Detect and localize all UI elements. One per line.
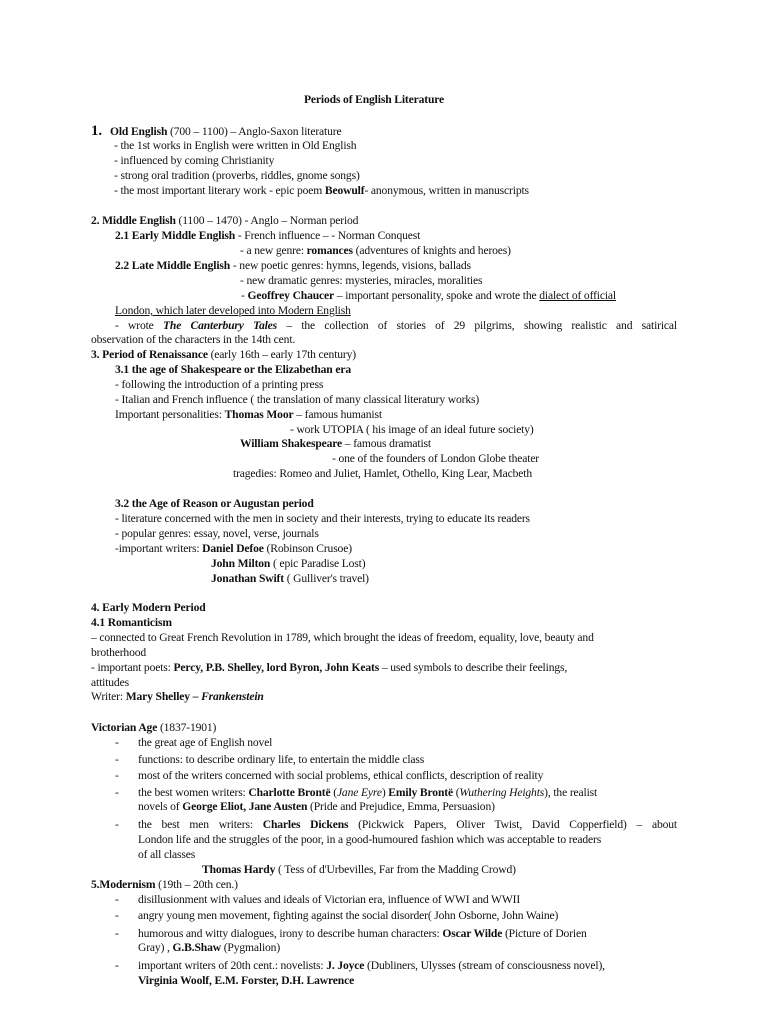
text-line: - Geoffrey Chaucer – important personality, spoke and wrote the dialect of official: [241, 289, 617, 302]
text-line: Important personalities: Thomas Moor – famous humanist: [115, 408, 382, 421]
section-1-heading: 1. Old English (700 – 1100) – Anglo-Saxon literature: [91, 123, 342, 139]
victorian-heading: Victorian Age (1837-1901): [91, 721, 217, 734]
text-line: attitudes: [91, 676, 129, 689]
section-3-heading: 3. Period of Renaissance (early 16th – early 17th century): [91, 348, 356, 361]
text-line: Thomas Hardy ( Tess of d'Urbevilles, Far from the Madding Crowd): [202, 863, 516, 876]
text-line: observation of the characters in the 14th cent.: [91, 333, 296, 346]
list-dash: -: [115, 786, 119, 799]
list-dash: -: [115, 736, 119, 749]
page-title: Periods of English Literature: [304, 93, 445, 106]
text-line: - literature concerned with the men in society and their interests, trying to educate its readers: [115, 512, 530, 525]
text-line: - Italian and French influence ( the translation of many classical literatury works): [115, 393, 480, 406]
text-line: - the 1st works in English were written in Old English: [114, 139, 357, 152]
text-line: - influenced by coming Christianity: [114, 154, 275, 167]
text-line: - wrote The Canterbury Tales – the collection of stories of 29 pilgrims, showing realistic and satirical: [115, 319, 677, 332]
text-line: tragedies: Romeo and Juliet, Hamlet, Othello, King Lear, Macbeth: [233, 467, 533, 480]
text-line: - the most important literary work - epic poem Beowulf- anonymous, written in manuscripts: [114, 184, 529, 197]
text-line: - new dramatic genres: mysteries, miracles, moralities: [240, 274, 483, 287]
text-line: - popular genres: essay, novel, verse, journals: [115, 527, 319, 540]
subsection-heading: 3.2 the Age of Reason or Augustan period: [115, 497, 314, 510]
list-dash: -: [115, 959, 119, 972]
list-item: most of the writers concerned with social problems, ethical conflicts, description of reality: [138, 769, 544, 782]
section-4-heading: 4. Early Modern Period: [91, 601, 206, 614]
list-dash: -: [115, 893, 119, 906]
list-item-continued: of all classes: [138, 848, 196, 861]
subsection-heading: 4.1 Romanticism: [91, 616, 172, 629]
subsection-heading: 2.1 Early Middle English - French influence – - Norman Conquest: [115, 229, 421, 242]
text-line: - following the introduction of a printing press: [115, 378, 324, 391]
list-dash: -: [115, 818, 119, 831]
list-dash: -: [115, 927, 119, 940]
text-line: - a new genre: romances (adventures of knights and heroes): [240, 244, 511, 257]
text-line: - work UTOPIA ( his image of an ideal future society): [290, 423, 534, 436]
list-item-continued: Gray) , G.B.Shaw (Pygmalion): [138, 941, 281, 954]
list-item: the best men writers: Charles Dickens (Pickwick Papers, Oliver Twist, David Copperfield) – about: [138, 818, 677, 831]
list-item: the best women writers: Charlotte Brontë (Jane Eyre) Emily Brontë (Wuthering Heights), the realist: [138, 786, 598, 799]
text-line: -important writers: Daniel Defoe (Robinson Crusoe): [115, 542, 352, 555]
text-line: – connected to Great French Revolution in 1789, which brought the ideas of freedom, equality, love, beauty and: [91, 631, 594, 644]
text-line: John Milton ( epic Paradise Lost): [211, 557, 366, 570]
text-line: William Shakespeare – famous dramatist: [240, 437, 431, 450]
section-2-heading: 2. Middle English (1100 – 1470) - Anglo – Norman period: [91, 214, 359, 227]
list-item: disillusionment with values and ideals of Victorian era, influence of WWI and WWII: [138, 893, 521, 906]
list-dash: -: [115, 753, 119, 766]
text-line: brotherhood: [91, 646, 147, 659]
list-item: important writers of 20th cent.: novelists: J. Joyce (Dubliners, Ulysses (stream of consciousness novel),: [138, 959, 605, 972]
section-number: 1.: [91, 123, 102, 139]
text-line: - important poets: Percy, P.B. Shelley, lord Byron, John Keats – used symbols to describe their feelings,: [91, 661, 568, 674]
list-item: the great age of English novel: [138, 736, 273, 749]
list-item-continued: Virginia Woolf, E.M. Forster, D.H. Lawrence: [138, 974, 355, 987]
subsection-heading: 3.1 the age of Shakespeare or the Elizabethan era: [115, 363, 351, 376]
list-item-continued: novels of George Eliot, Jane Austen (Pride and Prejudice, Emma, Persuasion): [138, 800, 495, 813]
text-line: London, which later developed into Modern English: [115, 304, 351, 317]
text-line: - strong oral tradition (proverbs, riddles, gnome songs): [114, 169, 360, 182]
section-5-heading: 5.Modernism (19th – 20th cen.): [91, 878, 238, 891]
list-item-continued: London life and the struggles of the poor, in a good-humoured fashion which was acceptable to readers: [138, 833, 602, 846]
list-dash: -: [115, 769, 119, 782]
list-item: angry young men movement, fighting against the social disorder( John Osborne, John Waine): [138, 909, 559, 922]
text-line: - one of the founders of London Globe theater: [332, 452, 540, 465]
list-item: functions: to describe ordinary life, to entertain the middle class: [138, 753, 425, 766]
text-line: Jonathan Swift ( Gulliver's travel): [211, 572, 369, 585]
list-item: humorous and witty dialogues, irony to describe human characters: Oscar Wilde (Picture of Dorien: [138, 927, 587, 940]
list-dash: -: [115, 909, 119, 922]
subsection-heading: 2.2 Late Middle English - new poetic genres: hymns, legends, visions, ballads: [115, 259, 471, 272]
text-line: Writer: Mary Shelley – Frankenstein: [91, 690, 264, 703]
